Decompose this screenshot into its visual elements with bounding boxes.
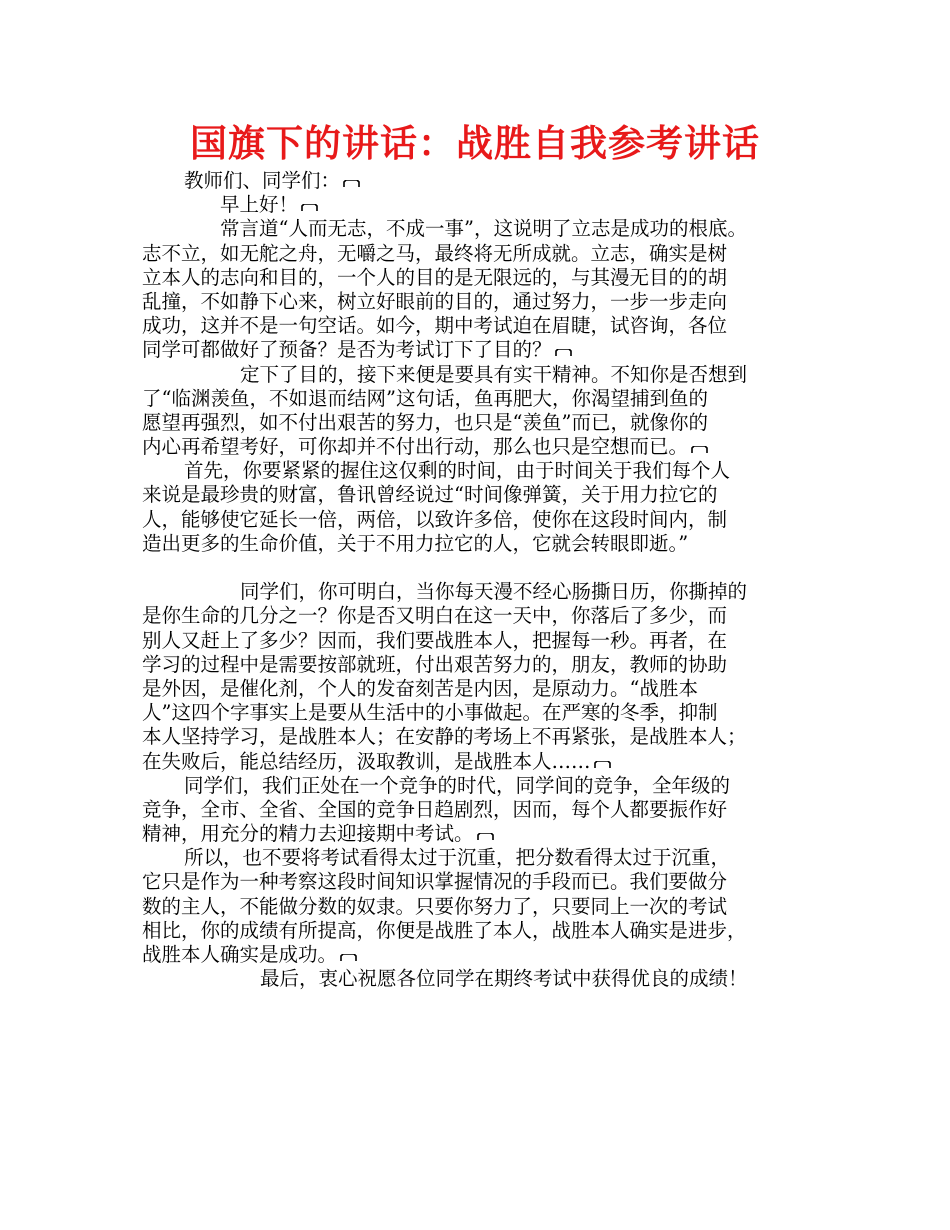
text-line-content: 是你生命的几分之一？你是否又明白在这一天中，你落后了多少，而 bbox=[142, 604, 728, 628]
text-line-content: 常言道“人而无志，不成一事”，这说明了立志是成功的根底。 bbox=[220, 217, 747, 241]
text-line-content: 人，能够使它延长一倍，两倍，以致许多倍，使你在这段时间内，制 bbox=[142, 507, 728, 531]
text-line-content: 最后，衷心祝愿各位同学在期终考试中获得优良的成绩！ bbox=[260, 967, 748, 991]
text-line-content: 竞争，全市、全省、全国的竞争日趋剧烈，因而，每个人都要振作好 bbox=[142, 797, 728, 821]
text-line bbox=[142, 483, 822, 507]
text-line bbox=[142, 459, 822, 483]
text-line bbox=[142, 387, 822, 411]
document-body bbox=[142, 169, 822, 991]
document-title: 国旗下的讲话：战胜自我参考讲话 bbox=[190, 122, 760, 165]
text-line bbox=[142, 290, 822, 314]
text-line-content: 了“临渊羡鱼，不如退而结网”这句话，鱼再肥大，你渴望捕到鱼的 bbox=[142, 386, 708, 410]
paragraph-mark-icon bbox=[340, 954, 357, 961]
text-line bbox=[142, 217, 822, 241]
text-line-content: 来说是最珍贵的财富，鲁讯曾经说过“时间像弹簧，关于用力拉它的 bbox=[142, 483, 718, 507]
text-line bbox=[142, 266, 822, 290]
text-line-content: 成功，这并不是一句空话。如今，期中考试迫在眉睫，试咨询，各位 bbox=[142, 314, 728, 338]
text-line bbox=[142, 411, 822, 435]
text-line bbox=[142, 895, 822, 919]
paragraph-mark-icon bbox=[477, 833, 494, 840]
text-line-content: 相比，你的成绩有所提高，你便是战胜了本人，战胜本人确实是进步， bbox=[142, 918, 747, 942]
text-line-content: 战胜本人确实是成功。 bbox=[142, 943, 338, 966]
text-line-content: 教师们、同学们： bbox=[184, 169, 341, 192]
text-line-content: 乱撞，不如静下心来，树立好眼前的目的，通过努力，一步一步走向 bbox=[142, 289, 728, 313]
text-line-content: 别人又赶上了多少？因而，我们要战胜本人，把握每一秒。再者，在 bbox=[142, 628, 728, 652]
text-line bbox=[142, 967, 822, 991]
text-line-content: 人”这四个字事实上是要从生活中的小事做起。在严寒的冬季，抑制 bbox=[142, 701, 718, 725]
text-line-content: 精神，用充分的精力去迎接期中考试。 bbox=[142, 822, 474, 846]
text-line bbox=[142, 701, 822, 725]
paragraph-mark-icon bbox=[555, 349, 572, 356]
text-line-content: 本人坚持学习，是战胜本人；在安静的考场上不再紧张，是战胜本人； bbox=[142, 725, 747, 749]
text-line bbox=[142, 822, 822, 846]
text-line bbox=[142, 193, 822, 217]
text-line-content: 学习的过程中是需要按部就班，付出艰苦努力的，朋友，教师的协助 bbox=[142, 652, 728, 676]
text-line bbox=[142, 508, 822, 532]
text-line bbox=[142, 169, 822, 193]
text-line bbox=[142, 363, 822, 387]
text-line bbox=[142, 774, 822, 798]
text-line bbox=[142, 725, 822, 749]
text-line-content: 同学们，我们正处在一个竞争的时代，同学间的竞争，全年级的 bbox=[184, 773, 731, 797]
text-line bbox=[142, 580, 822, 604]
text-line-content: 是外因，是催化剂，个人的发奋刻苦是内因，是原动力。“战胜本 bbox=[142, 676, 698, 700]
paragraph-mark-icon bbox=[301, 204, 318, 211]
text-line-content: 定下了目的，接下来便是要具有实干精神。不知你是否想到 bbox=[240, 362, 748, 386]
text-line bbox=[142, 870, 822, 894]
text-line-content: 内心再希望考好，可你却并不付出行动，那么也只是空想而已。 bbox=[142, 435, 689, 459]
text-line-content: 志不立，如无舵之舟，无嚼之马，最终将无所成就。立志，确实是树 bbox=[142, 241, 728, 265]
text-line bbox=[142, 677, 822, 701]
text-line bbox=[142, 604, 822, 628]
text-line-content: 它只是作为一种考察这段时间知识掌握情况的手段而已。我们要做分 bbox=[142, 870, 728, 894]
text-line-content: 数的主人，不能做分数的奴隶。只要你努力了，只要同上一次的考试 bbox=[142, 894, 728, 918]
text-line bbox=[142, 653, 822, 677]
paragraph-mark-icon bbox=[343, 180, 360, 187]
text-line-content: 所以，也不要将考试看得太过于沉重，把分数看得太过于沉重， bbox=[184, 846, 731, 870]
blank-line bbox=[142, 556, 822, 580]
text-line-content: 在失败后，能总结经历，汲取教训，是战胜本人…… bbox=[142, 749, 591, 773]
text-line-content: 立本人的志向和目的，一个人的目的是无限远的，与其漫无目的的胡 bbox=[142, 265, 728, 289]
text-line bbox=[142, 943, 822, 967]
paragraph-mark-icon bbox=[691, 446, 708, 453]
text-line-content: 愿望再强烈，如不付出艰苦的努力，也只是“羡鱼”而已，就像你的 bbox=[142, 410, 708, 434]
text-line bbox=[142, 338, 822, 362]
text-line bbox=[142, 314, 822, 338]
text-line bbox=[142, 629, 822, 653]
text-line-content: 首先，你要紧紧的握住这仅剩的时间，由于时间关于我们每个人 bbox=[184, 459, 731, 483]
text-line-content: 造出更多的生命价值，关于不用力拉它的人，它就会转眼即逝。” bbox=[142, 531, 689, 555]
text-line-content: 同学可都做好了预备？是否为考试订下了目的？ bbox=[142, 338, 552, 362]
paragraph-mark-icon bbox=[594, 761, 611, 768]
text-line bbox=[142, 435, 822, 459]
text-line-content: 早上好！ bbox=[220, 193, 299, 217]
text-line bbox=[142, 242, 822, 266]
text-line-content: 同学们，你可明白，当你每天漫不经心肠撕日历，你撕掉的 bbox=[240, 580, 748, 604]
text-line bbox=[142, 750, 822, 774]
text-line bbox=[142, 532, 822, 556]
text-line bbox=[142, 919, 822, 943]
text-line bbox=[142, 798, 822, 822]
text-line bbox=[142, 846, 822, 870]
